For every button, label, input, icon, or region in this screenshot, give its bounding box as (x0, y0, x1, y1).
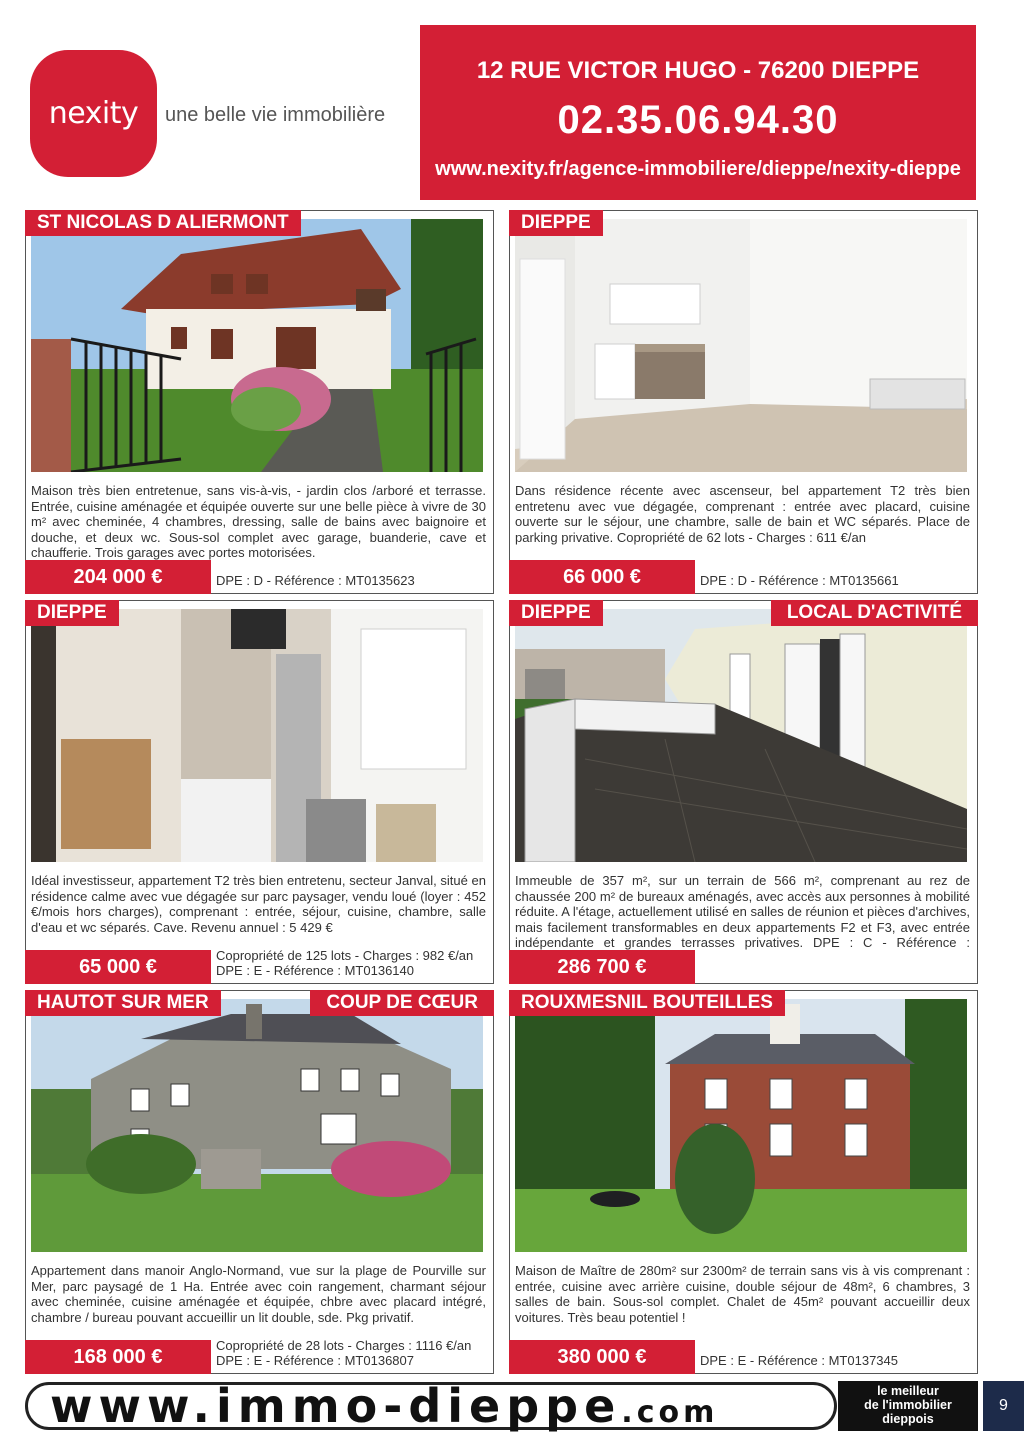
footer-url-main: www.immo-dieppe (50, 1379, 622, 1433)
tagline: une belle vie immobilière (165, 104, 386, 126)
footer-slogan-line: dieppois (882, 1412, 934, 1426)
listing-description: Dans résidence récente avec ascenseur, bel appartement T2 très bien entretenu avec vue dégagée, comprenant : entrée avec placard, cuisine ouverte sur le séjour, une chambre, salle de bain et WC séparés. Place de parking privative. Copropriété de 62 lots - Charges : 611 €/an (515, 483, 970, 545)
listing-copro: Copropriété de 125 lots - Charges : 982 €/an (216, 948, 474, 963)
listing-photo-kitchen (31, 609, 483, 862)
listing-price: 168 000 € (25, 1340, 211, 1374)
listing-reference: DPE : E - Référence : MT0136140 (216, 963, 414, 978)
listing-city-label: HAUTOT SUR MER (25, 990, 221, 1016)
listing-city-label: ROUXMESNIL BOUTEILLES (509, 990, 785, 1016)
listing-category-tag: COUP DE CŒUR (310, 990, 494, 1016)
listing-description: Appartement dans manoir Anglo-Normand, vue sur la plage de Pourville sur Mer, parc paysagé de 1 Ha. Entrée avec coin rangement, charmant séjour avec cheminée, cuisine aménagée et équipée, chbre avec placard intégré, chambre / bureau pouvant accueillir un lit double, sde. Pkg privatif. (31, 1263, 486, 1325)
listing-city-label: DIEPPE (25, 600, 119, 626)
footer-url-tld: .com (621, 1395, 719, 1430)
logo-text: nexity (48, 96, 139, 131)
listing-photo-terrace (515, 609, 967, 862)
agency-website-link[interactable]: www.nexity.fr/agence-immobiliere/dieppe/nexity-dieppe (435, 158, 961, 180)
listing-card[interactable] (509, 990, 978, 1374)
listing-card[interactable] (25, 210, 494, 594)
listing-city-label: DIEPPE (509, 210, 603, 236)
listing-card[interactable] (509, 600, 978, 984)
listing-reference: DPE : D - Référence : MT0135661 (700, 573, 899, 588)
listing-description: Immeuble de 357 m², sur un terrain de 566 m², comprenant au rez de chaussée 200 m² de bureaux aménagés, avec accès aux personnes à mobilité réduite. A l'étage, actuellement utilisé en salles de réunion et pièces d'archives, mais facilement transformables en deux appartements F2 et F3, avec entrée indépendante et grandes terrasses privatives. DPE : C - Référence : (515, 873, 970, 950)
listing-price: 66 000 € (509, 560, 695, 594)
listing-reference: DPE : E - Référence : MT0137345 (700, 1353, 898, 1368)
listing-price: 204 000 € (25, 560, 211, 594)
listing-price: 380 000 € (509, 1340, 695, 1374)
footer-website-link[interactable] (50, 1379, 830, 1433)
listing-card[interactable] (25, 990, 494, 1374)
listing-photo-mansion (515, 999, 967, 1252)
listing-city-label: ST NICOLAS D ALIERMONT (25, 210, 301, 236)
listing-price: 286 700 € (509, 950, 695, 984)
listing-description: Maison de Maître de 280m² sur 2300m² de terrain sans vis à vis comprenant : entrée, cuisine avec arrière cuisine, double séjour de 48m², 6 chambres, 3 salles de bain. Sous-sol complet. Chalet de 45m² pouvant accueillir deux voitures. Très beau potentiel ! (515, 1263, 970, 1325)
listing-city-label: DIEPPE (509, 600, 603, 626)
listing-description: Idéal investisseur, appartement T2 très bien entretenu, secteur Janval, situé en résidence calme avec vue dégagée sur parc paysager, vendu loué (loyer : 452 €/mois hors charges), comprenant : entrée, séjour, cuisine, chambre, salle d'eau et wc séparés. Cave. Revenu annuel : 5 429 € (31, 873, 486, 935)
nexity-logo (30, 50, 157, 177)
listing-price: 65 000 € (25, 950, 211, 984)
agency-contact-box (420, 25, 976, 200)
footer-slogan-line: de l'immobilier (864, 1398, 952, 1412)
listing-reference: DPE : E - Référence : MT0136807 (216, 1353, 414, 1368)
listing-reference: DPE : D - Référence : MT0135623 (216, 573, 415, 588)
agency-address: 12 RUE VICTOR HUGO - 76200 DIEPPE (476, 57, 920, 84)
listing-photo-interior (515, 219, 967, 472)
footer-slogan (838, 1381, 978, 1431)
listing-photo-manor (31, 999, 483, 1252)
agency-phone[interactable]: 02.35.06.94.30 (557, 98, 839, 142)
listing-category-tag: LOCAL D'ACTIVITÉ (771, 600, 978, 626)
page-number: 9 (983, 1381, 1024, 1431)
listing-photo-house (31, 219, 483, 472)
footer-slogan-line: le meilleur (877, 1384, 939, 1398)
listing-description: Maison très bien entretenue, sans vis-à-vis, - jardin clos /arboré et terrasse. Entrée, cuisine aménagée et équipée ouverte sur une belle pièce à vivre de 30 m² avec cheminée, 4 chambres, dressing, salle de bains avec baignoire et douche, et deux wc. Sous-sol complet avec garage, buanderie, cave et chaufferie. Trois garages avec portes motorisées. (31, 483, 486, 560)
listing-card[interactable] (509, 210, 978, 594)
listing-copro: Copropriété de 28 lots - Charges : 1116 €/an (216, 1338, 472, 1353)
listing-card[interactable] (25, 600, 494, 984)
